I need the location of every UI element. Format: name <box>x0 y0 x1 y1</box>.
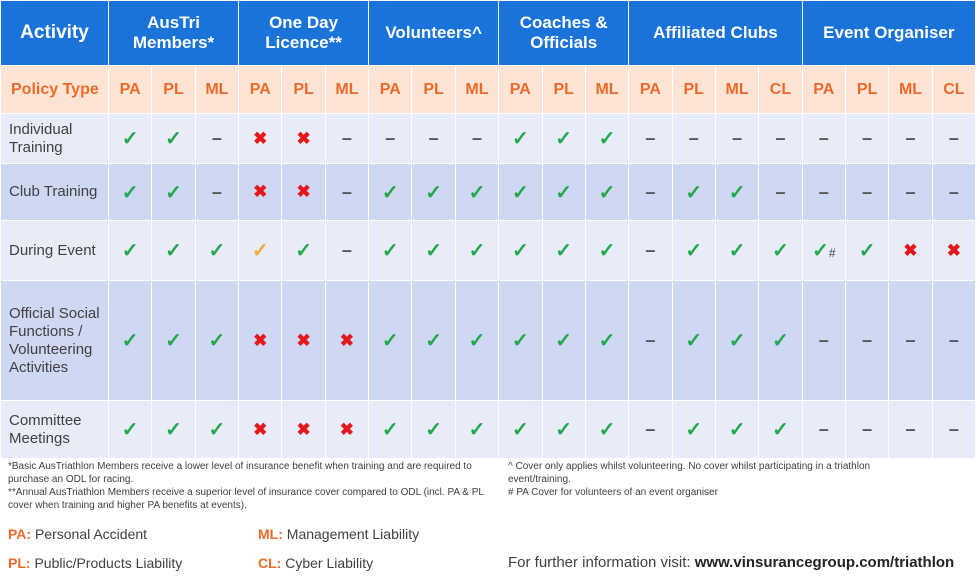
footnote-basic-members: *Basic AusTriathlon Members receive a lower level of insurance benefit when training and are required to purchase an ODL for racing. <box>8 461 472 485</box>
dash-icon: – <box>862 330 873 350</box>
not-applicable-cell <box>932 281 975 401</box>
covered-cell <box>195 281 238 401</box>
tick-icon: ✓ <box>425 330 442 352</box>
not-applicable-cell <box>932 164 975 221</box>
tick-icon: ✓ <box>685 181 703 204</box>
policy-code-cell: CL <box>759 66 802 114</box>
tick-icon: ✓ <box>858 240 876 262</box>
covered-cell <box>585 401 628 459</box>
tick-icon: ✓ <box>381 181 399 204</box>
not-applicable-cell <box>369 114 412 164</box>
not-applicable-cell <box>889 401 932 459</box>
covered-cell <box>195 221 238 281</box>
policy-code-cell: ML <box>325 66 368 114</box>
group-header-event-organiser: Event Organiser <box>802 1 975 66</box>
tick-icon: ✓ <box>772 419 789 441</box>
tick-icon: ✓ <box>555 419 573 441</box>
covered-cell <box>542 164 585 221</box>
covered-cell <box>499 114 542 164</box>
covered-cell <box>715 281 758 401</box>
covered-cell <box>759 401 802 459</box>
not-covered-cell <box>239 114 282 164</box>
cross-icon: ✖ <box>253 128 268 148</box>
not-covered-cell <box>932 221 975 281</box>
dash-icon: – <box>905 419 916 439</box>
covered-cell <box>152 114 195 164</box>
covered-cell <box>109 401 152 459</box>
tick-icon: ✓ <box>598 240 616 262</box>
covered-cell <box>455 221 498 281</box>
tick-icon: ✓ <box>598 181 616 204</box>
tick-icon: ✓ <box>208 330 226 352</box>
covered-cell <box>499 221 542 281</box>
covered-cell <box>759 281 802 401</box>
cross-icon: ✖ <box>903 240 918 260</box>
not-applicable-cell <box>932 114 975 164</box>
cross-icon: ✖ <box>296 182 311 201</box>
tick-icon: ✓ <box>728 240 746 262</box>
policy-code-cell: PA <box>802 66 845 114</box>
cross-icon: ✖ <box>296 419 311 439</box>
dash-icon: – <box>341 240 352 260</box>
covered-cell <box>412 164 455 221</box>
not-applicable-cell <box>455 114 498 164</box>
covered-cell <box>369 281 412 401</box>
footnote-volunteers: ^ Cover only applies whilst volunteering. No cover whilst participating in a triathlon event/training. <box>508 461 871 485</box>
dash-icon: – <box>732 128 743 148</box>
not-applicable-cell <box>325 164 368 221</box>
covered-cell <box>715 221 758 281</box>
legend-text: Management Liability <box>286 526 420 542</box>
dash-icon: – <box>775 128 786 148</box>
tick-icon: ✓ <box>685 419 703 441</box>
not-applicable-cell <box>845 281 888 401</box>
tick-icon: ✓ <box>468 330 486 352</box>
legend-pa <box>8 526 147 542</box>
not-applicable-cell <box>629 114 672 164</box>
covered-cell <box>412 401 455 459</box>
tick-icon: ✓ <box>121 419 139 441</box>
policy-code-cell: PL <box>672 66 715 114</box>
cross-icon: ✖ <box>339 419 355 439</box>
covered-cell <box>109 221 152 281</box>
not-covered-cell <box>889 221 932 281</box>
activity-row <box>1 114 976 164</box>
not-applicable-cell <box>195 114 238 164</box>
tick-icon: ✓ <box>425 419 442 441</box>
covered-cell <box>109 164 152 221</box>
covered-cell <box>109 114 152 164</box>
not-applicable-cell <box>802 164 845 221</box>
policy-code-cell: ML <box>195 66 238 114</box>
partial-cover-cell <box>239 221 282 281</box>
dash-icon: – <box>948 419 959 439</box>
tick-icon: ✓ <box>812 240 829 262</box>
dash-icon: – <box>428 128 439 148</box>
tick-icon: ✓ <box>685 330 703 352</box>
covered-cell <box>542 221 585 281</box>
footnote-annual-members: **Annual AusTriathlon Members receive a superior level of insurance cover compared to ODL (incl. PA & PL cover when training and higher PA benefits at events). <box>8 487 484 511</box>
dash-icon: – <box>818 181 829 202</box>
tick-icon: ✓ <box>555 128 573 150</box>
dash-icon: – <box>905 181 916 202</box>
policy-code-cell: PA <box>369 66 412 114</box>
not-applicable-cell <box>629 164 672 221</box>
policy-code-cell: ML <box>585 66 628 114</box>
covered-cell <box>152 221 195 281</box>
not-applicable-cell <box>889 164 932 221</box>
dash-icon: – <box>645 240 656 260</box>
activity-row <box>1 164 976 221</box>
tick-icon: ✓ <box>121 330 139 352</box>
dash-icon: – <box>645 128 656 148</box>
covered-cell <box>542 401 585 459</box>
policy-type-row <box>1 66 976 114</box>
covered-cell <box>455 401 498 459</box>
not-covered-cell <box>239 164 282 221</box>
legend-code: PL: <box>8 555 31 571</box>
activity-header: Activity <box>1 1 109 66</box>
dash-icon: – <box>862 128 873 148</box>
cross-icon: ✖ <box>253 419 268 439</box>
not-applicable-cell <box>759 114 802 164</box>
activity-row <box>1 281 976 401</box>
group-header-volunteers: Volunteers^ <box>369 1 499 66</box>
dash-icon: – <box>645 330 656 350</box>
tick-icon: ✓ <box>772 240 789 262</box>
tick-icon: ✓ <box>555 330 573 352</box>
covered-cell <box>282 221 325 281</box>
tick-icon: ✓ <box>425 181 442 204</box>
covered-cell <box>759 221 802 281</box>
further-info-prefix: For further information visit: <box>508 554 695 571</box>
not-applicable-cell <box>845 164 888 221</box>
covered-cell <box>585 114 628 164</box>
not-covered-cell <box>239 401 282 459</box>
dash-icon: – <box>818 330 829 350</box>
not-covered-cell <box>282 114 325 164</box>
covered-cell <box>412 221 455 281</box>
tick-icon: ✓ <box>165 330 182 352</box>
footnotes-right <box>508 460 928 499</box>
legend-text: Public/Products Liability <box>34 555 183 571</box>
tick-icon: ✓ <box>165 419 182 441</box>
legend-text: Cyber Liability <box>285 555 374 571</box>
tick-icon: ✓ <box>728 181 746 204</box>
tick-icon: ✓ <box>468 419 486 441</box>
not-applicable-cell <box>195 164 238 221</box>
not-applicable-cell <box>802 114 845 164</box>
activity-label: During Event <box>1 221 109 281</box>
legend-code: PA: <box>8 526 32 542</box>
tick-icon: ✓ <box>425 240 442 262</box>
dash-icon: – <box>211 128 222 148</box>
tick-icon: ✓ <box>511 240 529 262</box>
dash-icon: – <box>645 181 656 202</box>
covered-cell <box>672 164 715 221</box>
partial-tick-icon: ✓ <box>251 240 269 262</box>
covered-cell <box>845 221 888 281</box>
covered-cell <box>585 281 628 401</box>
covered-cell <box>542 114 585 164</box>
dash-icon: – <box>948 330 959 350</box>
cross-icon: ✖ <box>253 182 268 201</box>
not-applicable-cell <box>325 221 368 281</box>
group-header-austri-members: AusTri Members* <box>109 1 239 66</box>
policy-code-cell: PA <box>499 66 542 114</box>
covered-cell <box>195 401 238 459</box>
covered-cell <box>542 281 585 401</box>
dash-icon: – <box>905 128 916 148</box>
not-covered-cell <box>325 401 368 459</box>
policy-code-cell: PL <box>152 66 195 114</box>
covered-cell <box>369 164 412 221</box>
policy-code-cell: PL <box>282 66 325 114</box>
covered-cell <box>499 401 542 459</box>
covered-cell <box>585 221 628 281</box>
legend-pl <box>8 555 182 571</box>
dash-icon: – <box>862 181 873 202</box>
tick-icon: ✓ <box>728 419 746 441</box>
not-covered-cell <box>239 281 282 401</box>
tick-icon: ✓ <box>381 330 399 352</box>
not-applicable-cell <box>932 401 975 459</box>
covered-cell <box>715 401 758 459</box>
legend-cl <box>258 555 373 571</box>
activity-row <box>1 401 976 459</box>
dash-icon: – <box>775 181 786 202</box>
not-applicable-cell <box>412 114 455 164</box>
group-header-affiliated-clubs: Affiliated Clubs <box>629 1 802 66</box>
policy-code-cell: PA <box>109 66 152 114</box>
not-applicable-cell <box>629 281 672 401</box>
not-applicable-cell <box>889 281 932 401</box>
dash-icon: – <box>471 128 482 148</box>
covered-cell <box>499 164 542 221</box>
tick-icon: ✓ <box>555 240 573 262</box>
legend-code: ML: <box>258 526 283 542</box>
not-applicable-cell <box>672 114 715 164</box>
dash-icon: – <box>645 419 656 439</box>
policy-code-cell: PA <box>239 66 282 114</box>
dash-icon: – <box>211 181 222 202</box>
cross-icon: ✖ <box>296 330 311 350</box>
tick-icon: ✓ <box>511 128 529 150</box>
covered-cell <box>672 401 715 459</box>
tick-icon: ✓ <box>165 240 182 262</box>
covered-cell <box>152 164 195 221</box>
legend-ml <box>258 526 419 542</box>
dash-icon: – <box>818 128 829 148</box>
legend-code: CL: <box>258 555 282 571</box>
dash-icon: – <box>905 330 916 350</box>
tick-icon: ✓ <box>598 128 616 150</box>
not-applicable-cell <box>845 401 888 459</box>
dash-icon: – <box>341 181 352 202</box>
covered-cell <box>715 164 758 221</box>
tick-icon: ✓ <box>165 128 182 150</box>
footnote-hash: # PA Cover for volunteers of an event organiser <box>508 487 718 498</box>
tick-icon: ✓ <box>381 419 399 441</box>
covered-cell <box>369 401 412 459</box>
tick-icon: ✓ <box>121 240 139 262</box>
not-applicable-cell <box>629 401 672 459</box>
not-covered-cell <box>282 164 325 221</box>
not-applicable-cell <box>325 114 368 164</box>
not-covered-cell <box>325 281 368 401</box>
covered-cell <box>412 281 455 401</box>
not-applicable-cell <box>845 114 888 164</box>
tick-icon: ✓ <box>511 181 529 204</box>
not-applicable-cell <box>759 164 802 221</box>
activity-label: Club Training <box>1 164 109 221</box>
covered-cell <box>369 221 412 281</box>
dash-icon: – <box>862 419 873 439</box>
covered-cell <box>802 221 845 281</box>
covered-cell <box>672 221 715 281</box>
covered-cell <box>672 281 715 401</box>
tick-icon: ✓ <box>685 240 703 262</box>
not-applicable-cell <box>802 281 845 401</box>
group-header-one-day-licence: One Day Licence** <box>239 1 369 66</box>
further-info-link[interactable]: www.vinsurancegroup.com/triathlon <box>694 554 955 571</box>
footnotes-left <box>8 460 488 512</box>
policy-code-cell: ML <box>715 66 758 114</box>
not-applicable-cell <box>802 401 845 459</box>
cross-icon: ✖ <box>296 128 311 148</box>
dash-icon: – <box>341 128 352 148</box>
group-header-coaches-officials: Coaches & Officials <box>499 1 629 66</box>
cross-icon: ✖ <box>253 330 268 350</box>
policy-code-cell: PL <box>845 66 888 114</box>
covered-cell <box>455 164 498 221</box>
dash-icon: – <box>688 128 699 148</box>
policy-code-cell: ML <box>889 66 932 114</box>
not-covered-cell <box>282 401 325 459</box>
activity-row <box>1 221 976 281</box>
tick-icon: ✓ <box>165 181 182 204</box>
activity-label: Individual Training <box>1 114 109 164</box>
tick-icon: ✓ <box>468 181 486 204</box>
tick-icon: ✓ <box>555 181 573 204</box>
policy-code-cell: PL <box>542 66 585 114</box>
tick-icon: ✓ <box>511 419 529 441</box>
tick-icon: ✓ <box>121 181 139 204</box>
dash-icon: – <box>948 128 959 148</box>
tick-icon: ✓ <box>772 330 789 352</box>
policy-code-cell: ML <box>455 66 498 114</box>
covered-cell <box>152 281 195 401</box>
covered-cell <box>585 164 628 221</box>
header-row <box>1 1 976 66</box>
dash-icon: – <box>385 128 396 148</box>
covered-cell <box>152 401 195 459</box>
covered-cell <box>499 281 542 401</box>
policy-type-label: Policy Type <box>1 66 109 114</box>
not-covered-cell <box>282 281 325 401</box>
policy-code-cell: CL <box>932 66 975 114</box>
covered-cell <box>109 281 152 401</box>
tick-icon: ✓ <box>598 419 616 441</box>
tick-icon: ✓ <box>511 330 529 352</box>
not-applicable-cell <box>889 114 932 164</box>
tick-icon: ✓ <box>208 240 226 262</box>
dash-icon: – <box>948 181 959 202</box>
activity-label: Committee Meetings <box>1 401 109 459</box>
tick-icon: ✓ <box>208 419 226 441</box>
tick-icon: ✓ <box>121 128 139 150</box>
cross-icon: ✖ <box>339 330 355 350</box>
policy-code-cell: PL <box>412 66 455 114</box>
not-applicable-cell <box>629 221 672 281</box>
tick-icon: ✓ <box>598 330 616 352</box>
covered-cell <box>455 281 498 401</box>
cross-icon: ✖ <box>946 240 961 260</box>
tick-icon: ✓ <box>295 240 312 262</box>
tick-icon: ✓ <box>381 240 399 262</box>
policy-code-cell: PA <box>629 66 672 114</box>
dash-icon: – <box>818 419 829 439</box>
tick-icon: ✓ <box>728 330 746 352</box>
activity-label: Official Social Functions / Volunteering Activities <box>1 281 109 401</box>
tick-icon: ✓ <box>468 240 486 262</box>
further-info <box>508 554 954 571</box>
legend-text: Personal Accident <box>34 526 148 542</box>
hash-marker: # <box>828 246 836 260</box>
not-applicable-cell <box>715 114 758 164</box>
